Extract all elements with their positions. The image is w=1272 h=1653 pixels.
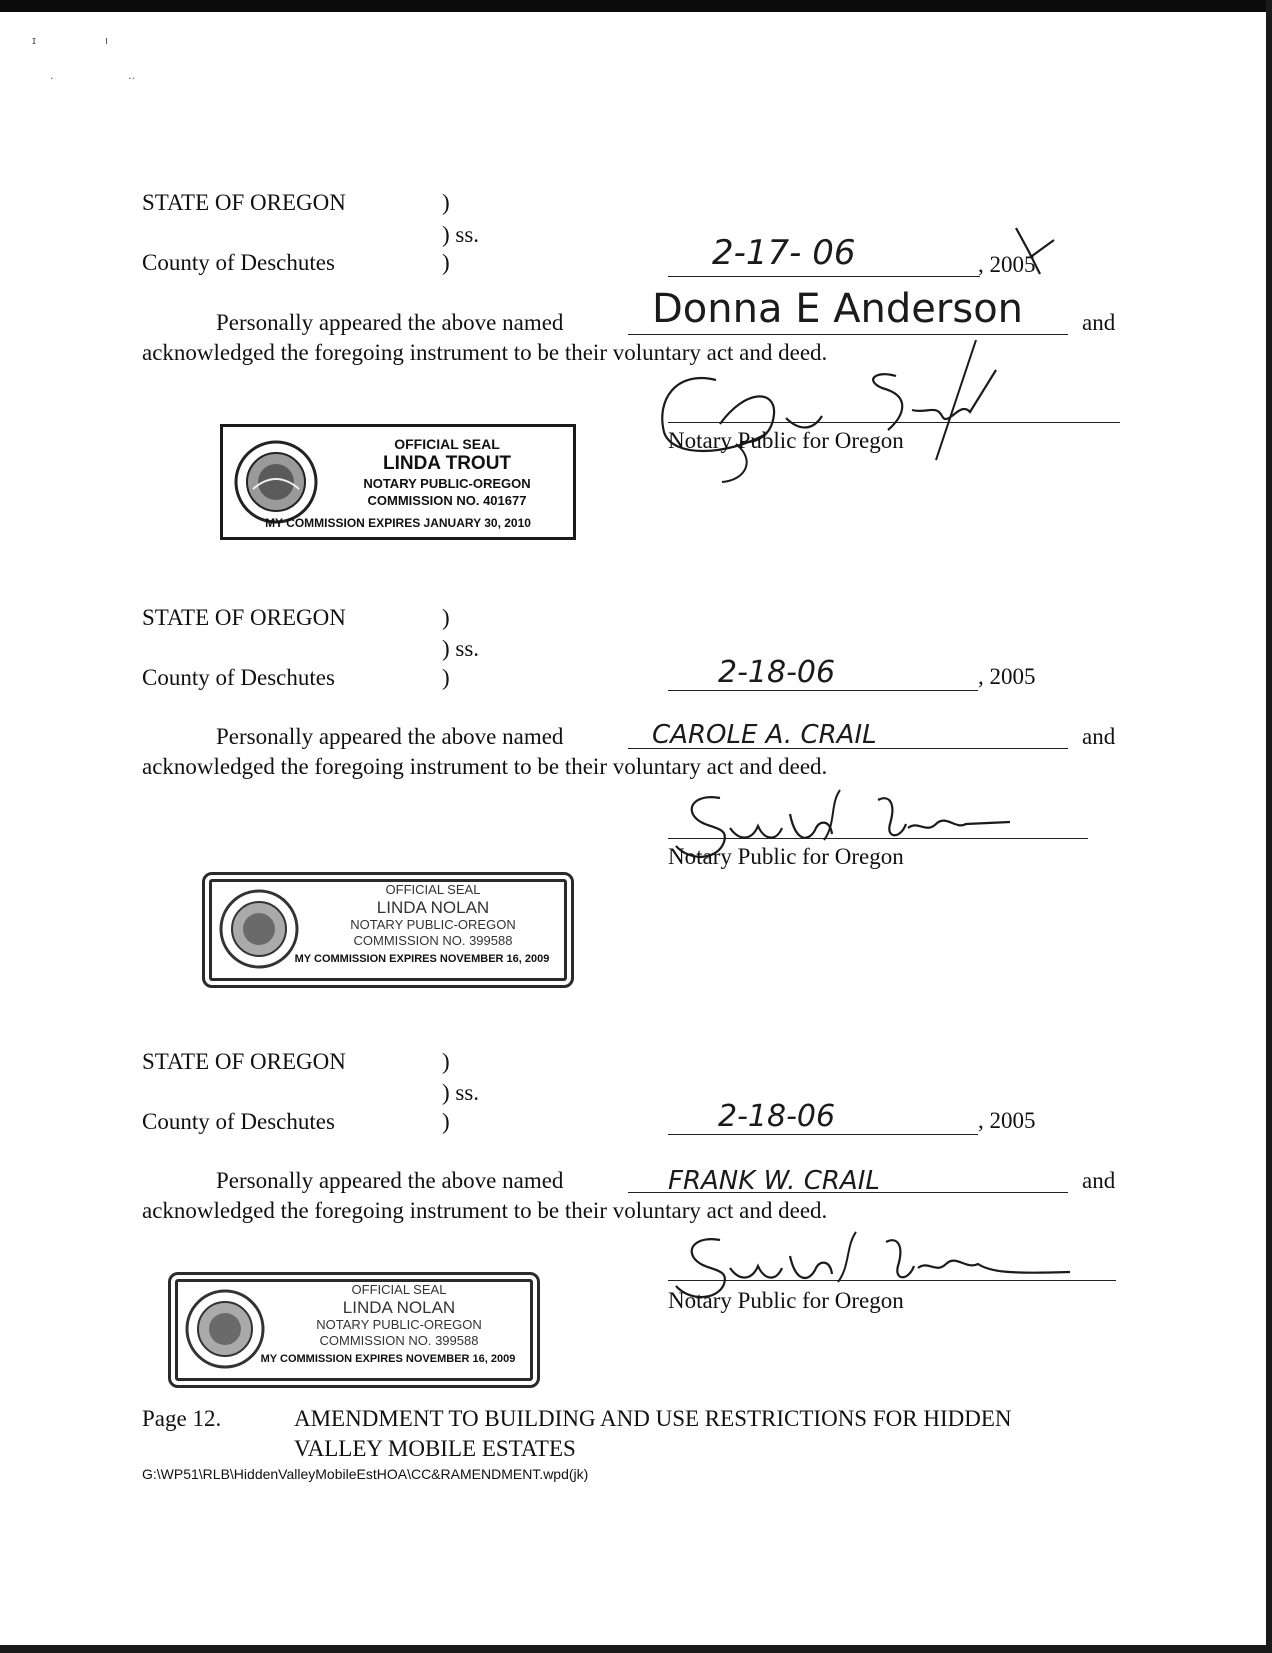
state-label: STATE OF OREGON: [142, 605, 346, 630]
appeared-text: Personally appeared the above named: [216, 310, 564, 335]
appeared-text: Personally appeared the above named: [216, 1168, 564, 1193]
name-handwritten: Donna E Anderson: [652, 286, 1024, 332]
acknowledgment-text: acknowledged the foregoing instrument to be their voluntary act and deed.: [142, 1198, 828, 1223]
county-label: County of Deschutes: [142, 250, 335, 275]
scan-bottom-border: [0, 1645, 1272, 1653]
seal-jurisdiction: NOTARY PUBLIC-OREGON: [316, 1317, 482, 1332]
ss-label: ) ss.: [442, 636, 480, 661]
and-text: and: [1082, 310, 1116, 335]
date-handwritten: 2-17- 06: [712, 233, 856, 273]
official-seal-linda-trout: [220, 424, 576, 540]
seal-jurisdiction: NOTARY PUBLIC-OREGON: [350, 917, 516, 932]
scan-speck: ··: [128, 72, 135, 85]
state-label: STATE OF OREGON: [142, 1049, 346, 1074]
notary-signature: [636, 340, 1036, 490]
seal-notary-name: LINDA TROUT: [382, 453, 512, 474]
seal-expiration: MY COMMISSION EXPIRES NOVEMBER 16, 2009: [260, 1353, 516, 1365]
and-text: and: [1082, 1168, 1116, 1193]
document-title-line-2: VALLEY MOBILE ESTATES: [294, 1436, 576, 1461]
date-line: [668, 1134, 978, 1135]
seal-heading: OFFICIAL SEAL: [394, 436, 500, 452]
seal-jurisdiction: NOTARY PUBLIC-OREGON: [363, 476, 531, 491]
bracket: ): [442, 1109, 450, 1134]
ss-label: ) ss.: [442, 222, 480, 247]
seal-notary-name: LINDA NOLAN: [342, 1298, 456, 1317]
document-title-line-1: AMENDMENT TO BUILDING AND USE RESTRICTIONS FOR HIDDEN: [294, 1406, 1012, 1431]
bracket: ): [442, 250, 450, 275]
date-correction-mark: [1010, 222, 1060, 282]
bracket: ): [442, 605, 450, 630]
official-seal-linda-nolan: [202, 872, 574, 988]
official-seal-linda-nolan: [168, 1272, 540, 1388]
name-line: [628, 334, 1068, 335]
appeared-text: Personally appeared the above named: [216, 724, 564, 749]
county-label: County of Deschutes: [142, 665, 335, 690]
county-label: County of Deschutes: [142, 1109, 335, 1134]
bracket: ): [442, 665, 450, 690]
name-handwritten: FRANK W. CRAIL: [668, 1166, 880, 1196]
seal-commission-number: COMMISSION NO. 399588: [353, 933, 513, 948]
scan-right-border: [1266, 0, 1272, 1653]
date-handwritten: 2-18-06: [718, 1099, 836, 1134]
scan-top-border: [0, 0, 1272, 12]
scan-speck: ɪ: [32, 34, 37, 47]
year-text: , 2005: [978, 664, 1036, 689]
year-text: , 2005: [978, 1108, 1036, 1133]
scan-speck: ·: [50, 72, 54, 85]
seal-commission-number: COMMISSION NO. 399588: [319, 1333, 479, 1348]
date-line: [668, 276, 980, 277]
name-handwritten: CAROLE A. CRAIL: [652, 720, 877, 750]
seal-heading: OFFICIAL SEAL: [385, 882, 481, 897]
seal-expiration: MY COMMISSION EXPIRES NOVEMBER 16, 2009: [294, 953, 550, 965]
year-text: , 2005: [978, 252, 1036, 277]
scan-speck: ı: [105, 34, 109, 47]
notary-public-label: Notary Public for Oregon: [668, 844, 904, 869]
ss-label: ) ss.: [442, 1080, 480, 1105]
seal-notary-name: LINDA NOLAN: [376, 898, 490, 917]
state-seal-icon: [233, 439, 319, 525]
acknowledgment-text: acknowledged the foregoing instrument to be their voluntary act and deed.: [142, 754, 828, 779]
file-path: G:\WP51\RLB\HiddenValleyMobileEstHOA\CC&RAMENDMENT.wpd(jk): [142, 1466, 589, 1482]
date-handwritten: 2-18-06: [718, 655, 836, 690]
notary-public-label: Notary Public for Oregon: [668, 428, 904, 453]
and-text: and: [1082, 724, 1116, 749]
date-line: [668, 690, 978, 691]
acknowledgment-text: acknowledged the foregoing instrument to be their voluntary act and deed.: [142, 340, 828, 365]
seal-commission-number: COMMISSION NO. 401677: [367, 493, 527, 508]
page-number: Page 12.: [142, 1406, 222, 1431]
state-label: STATE OF OREGON: [142, 190, 346, 215]
bracket: ): [442, 1049, 450, 1074]
seal-expiration: MY COMMISSION EXPIRES JANUARY 30, 2010: [265, 516, 531, 530]
bracket: ): [442, 190, 450, 215]
seal-heading: OFFICIAL SEAL: [351, 1282, 447, 1297]
notary-public-label: Notary Public for Oregon: [668, 1288, 904, 1313]
